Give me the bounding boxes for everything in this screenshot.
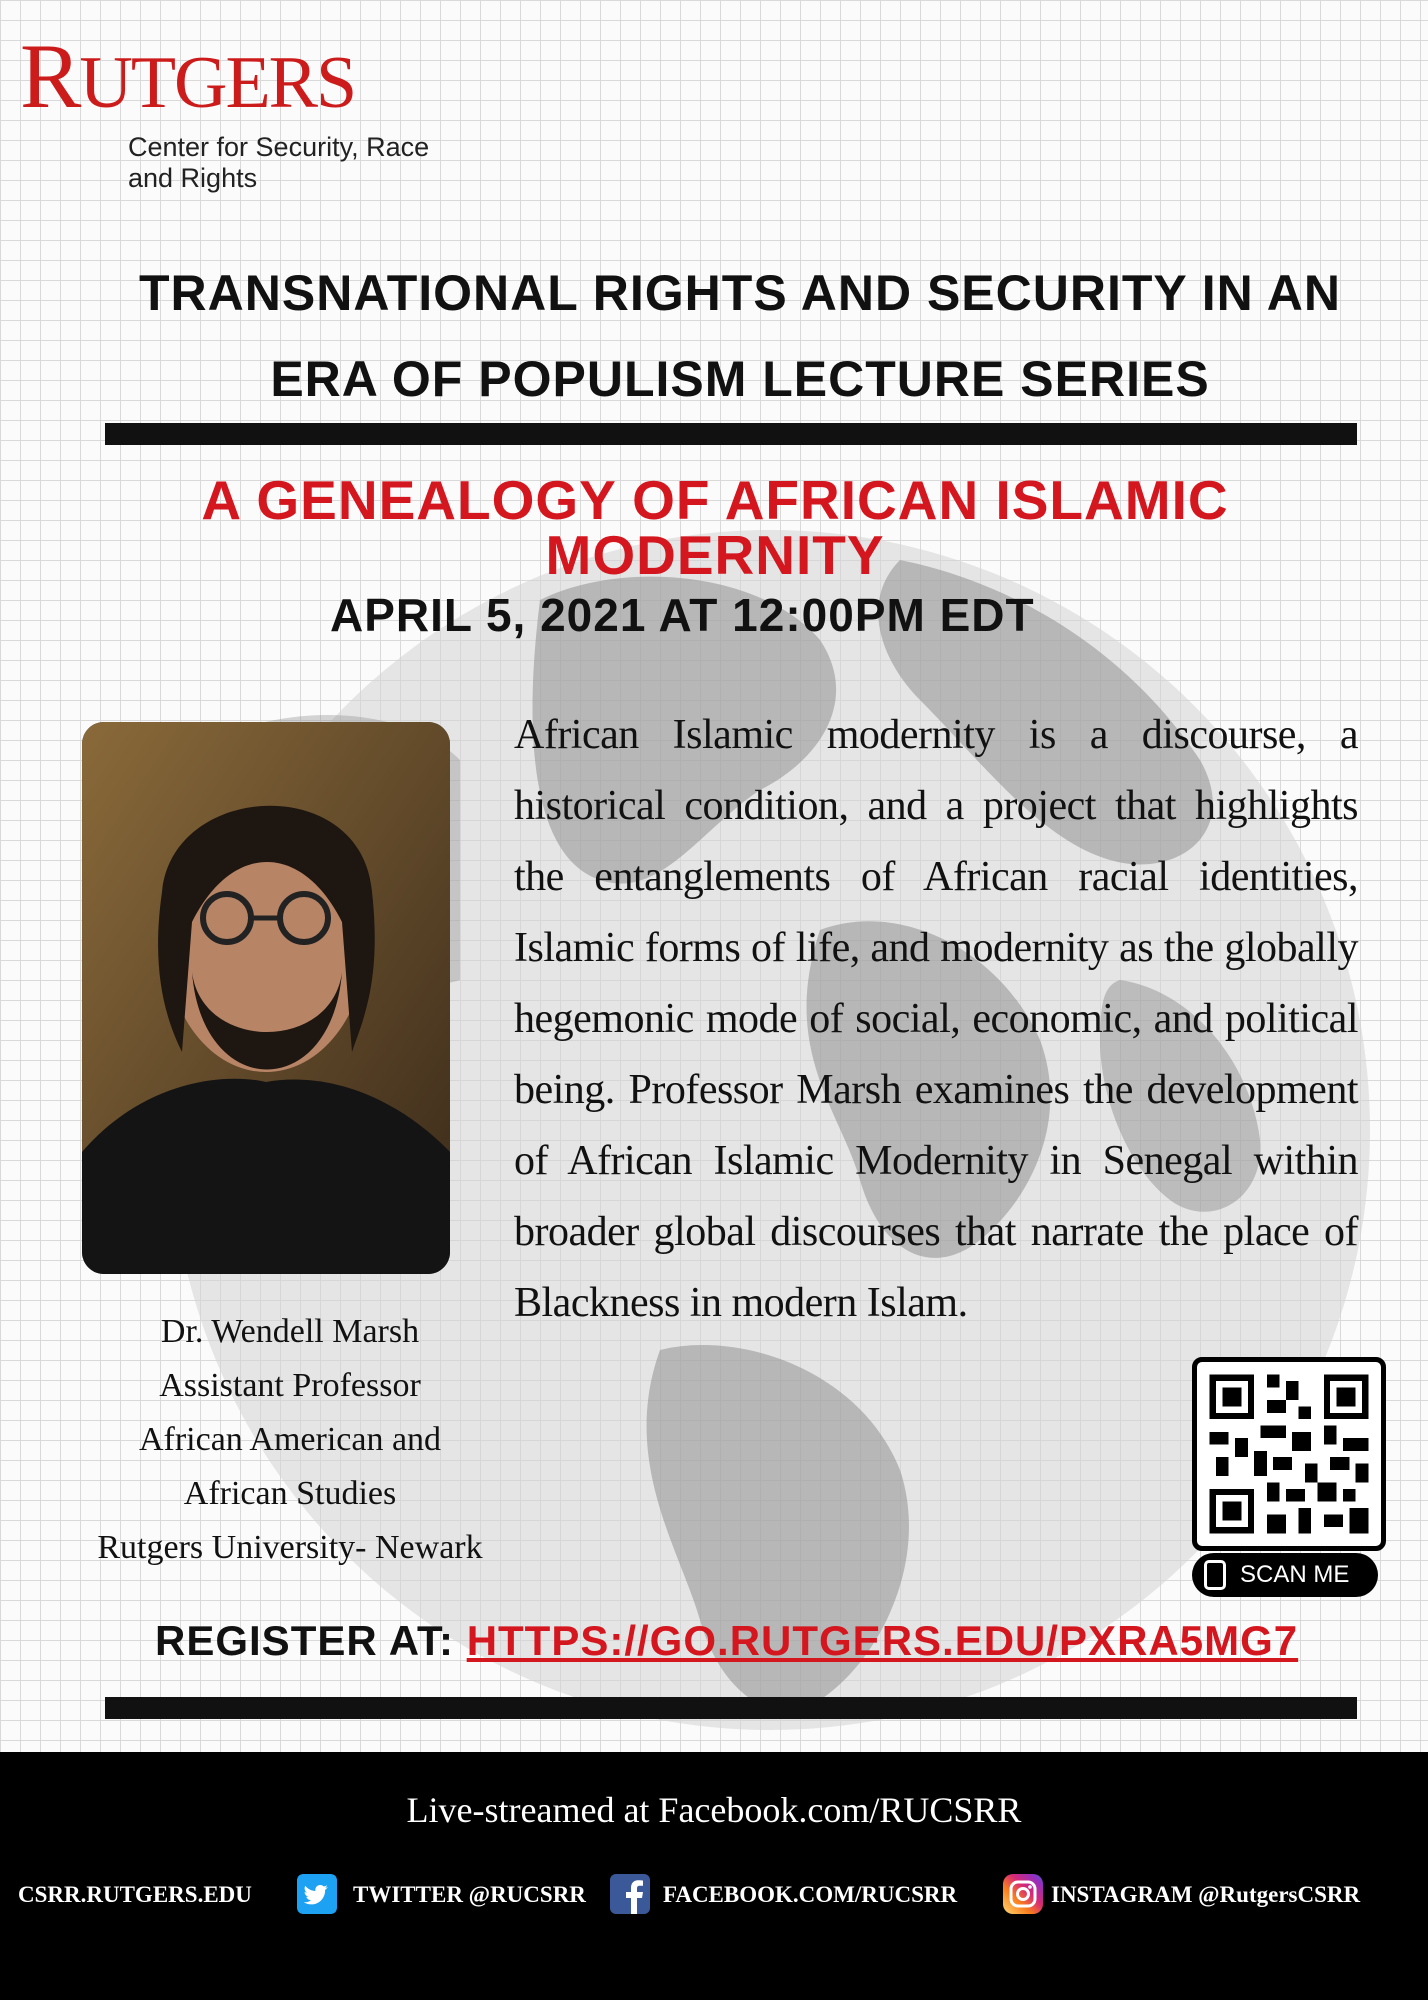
register-line [155, 1617, 1299, 1664]
event-abstract: African Islamic modernity is a discourse, a historical condition, and a project that highlights the entanglements of African racial identities, Islamic forms of life, and modernity as the globally hegemonic mode of social, economic, and political being. Professor Marsh examines the development of African Islamic Modernity in Senegal within broader global discourses that narrate the place of Blackness in modern Islam. [514, 712, 1358, 1326]
speaker-name: Dr. Wendell Marsh [160, 1313, 420, 1350]
event-date: APRIL 5, 2021 AT 12:00PM EDT [330, 589, 1035, 641]
speaker-dept-line2: African Studies [183, 1475, 397, 1512]
speaker-university: Rutgers University- Newark [97, 1529, 483, 1566]
top-divider [105, 423, 1357, 445]
livestream-text: Live-streamed at Facebook.com/RUCSRR [406, 1790, 1022, 1830]
register-label: REGISTER AT: [155, 1617, 467, 1664]
rutgers-logo: RUTGERS [20, 25, 356, 127]
org-subtitle: Center for Security, Race and Rights [128, 132, 430, 193]
bottom-divider [105, 1697, 1357, 1719]
speaker-position: Assistant Professor [159, 1367, 421, 1404]
speaker-info [30, 1305, 550, 1575]
qr-code[interactable] [1192, 1357, 1386, 1551]
register-link[interactable]: HTTPS://GO.RUTGERS.EDU/PXRA5MG7 [466, 1617, 1299, 1664]
event-title: A GENEALOGY OF AFRICAN ISLAMIC MODERNITY [201, 469, 1229, 586]
scan-me-badge [1192, 1553, 1378, 1597]
website-link[interactable]: CSRR.RUTGERS.EDU [18, 1882, 252, 1907]
facebook-link[interactable]: FACEBOOK.COM/RUCSRR [663, 1882, 958, 1907]
footer [0, 1752, 1428, 2000]
twitter-link[interactable]: TWITTER @RUCSRR [353, 1882, 586, 1907]
phone-icon [1204, 1560, 1226, 1590]
series-title-line2: ERA OF POPULISM LECTURE SERIES [270, 351, 1210, 407]
twitter-icon [297, 1874, 337, 1914]
speaker-photo [82, 722, 450, 1274]
instagram-icon [1003, 1874, 1043, 1914]
instagram-link[interactable]: INSTAGRAM @RutgersCSRR [1051, 1882, 1361, 1907]
speaker-dept-line1: African American and [138, 1421, 442, 1458]
series-title-line1: TRANSNATIONAL RIGHTS AND SECURITY IN AN [139, 265, 1341, 321]
facebook-icon [610, 1874, 650, 1914]
scan-me-label: SCAN ME [1240, 1561, 1350, 1588]
